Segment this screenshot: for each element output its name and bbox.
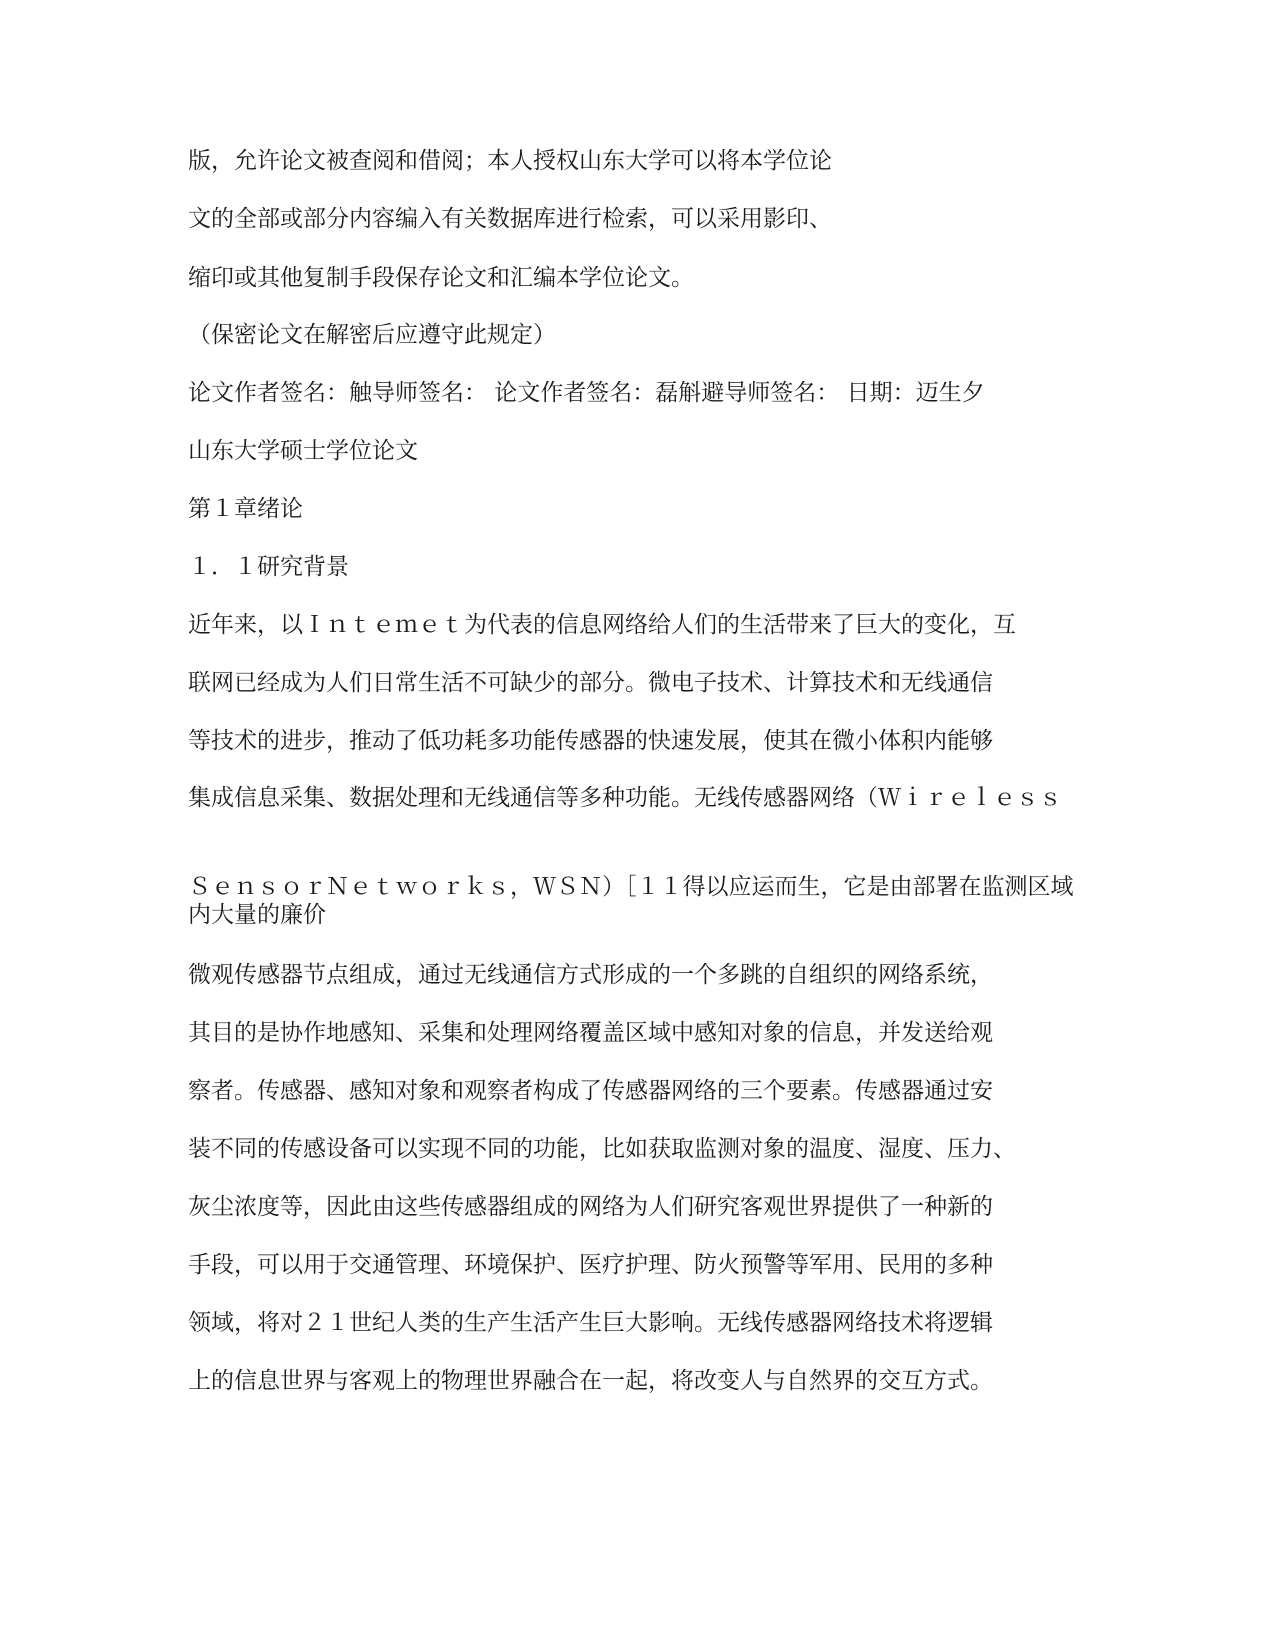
paragraph-line: 微观传感器节点组成，通过无线通信方式形成的一个多跳的自组织的网络系统， (188, 962, 993, 988)
paragraph-line: 上的信息世界与客观上的物理世界融合在一起，将改变人与自然界的交互方式。 (188, 1368, 993, 1394)
signature-line: 论文作者签名：触导师签名： 论文作者签名：磊斛避导师签名： 日期：迈生夕 (188, 380, 985, 406)
paragraph-line: 灰尘浓度等，因此由这些传感器组成的网络为人们研究客观世界提供了一种新的 (188, 1194, 993, 1220)
paragraph-line: 其目的是协作地感知、采集和处理网络覆盖区域中感知对象的信息，并发送给观 (188, 1020, 993, 1046)
paragraph-line: 缩印或其他复制手段保存论文和汇编本学位论文。 (188, 265, 694, 291)
paragraph-line: ＳｅｎｓｏｒＮｅｔｗｏｒｋｓ，ＷＳＮ）［１１得以应运而生，它是由部署在监测区域内大量的廉价 (188, 874, 1074, 928)
section-heading: １．１研究背景 (188, 554, 349, 580)
confidential-note: （保密论文在解密后应遵守此规定） (188, 322, 556, 348)
paragraph-line: 手段，可以用于交通管理、环境保护、医疗护理、防火预警等军用、民用的多种 (188, 1252, 993, 1278)
paragraph-line: 近年来，以Ｉｎｔｅｍｅｔ为代表的信息网络给人们的生活带来了巨大的变化，互 (188, 612, 1016, 638)
chapter-title: 第１章绪论 (188, 496, 303, 522)
paragraph-line: 领域，将对２１世纪人类的生产生活产生巨大影响。无线传感器网络技术将逻辑 (188, 1310, 993, 1336)
paragraph-line: 集成信息采集、数据处理和无线通信等多种功能。无线传感器网络（Ｗｉｒｅｌｅｓｓ (188, 785, 1062, 811)
paragraph-line: 文的全部或部分内容编入有关数据库进行检索，可以采用影印、 (188, 206, 832, 232)
running-header: 山东大学硕士学位论文 (188, 438, 418, 464)
paragraph-line: 等技术的进步，推动了低功耗多功能传感器的快速发展，使其在微小体积内能够 (188, 728, 993, 754)
paragraph-line: 察者。传感器、感知对象和观察者构成了传感器网络的三个要素。传感器通过安 (188, 1078, 993, 1104)
paragraph-line: 联网已经成为人们日常生活不可缺少的部分。微电子技术、计算技术和无线通信 (188, 670, 993, 696)
paragraph-line: 版，允许论文被查阅和借阅；本人授权山东大学可以将本学位论 (188, 148, 832, 174)
paragraph-line: 装不同的传感设备可以实现不同的功能，比如获取监测对象的温度、湿度、压力、 (188, 1136, 1016, 1162)
